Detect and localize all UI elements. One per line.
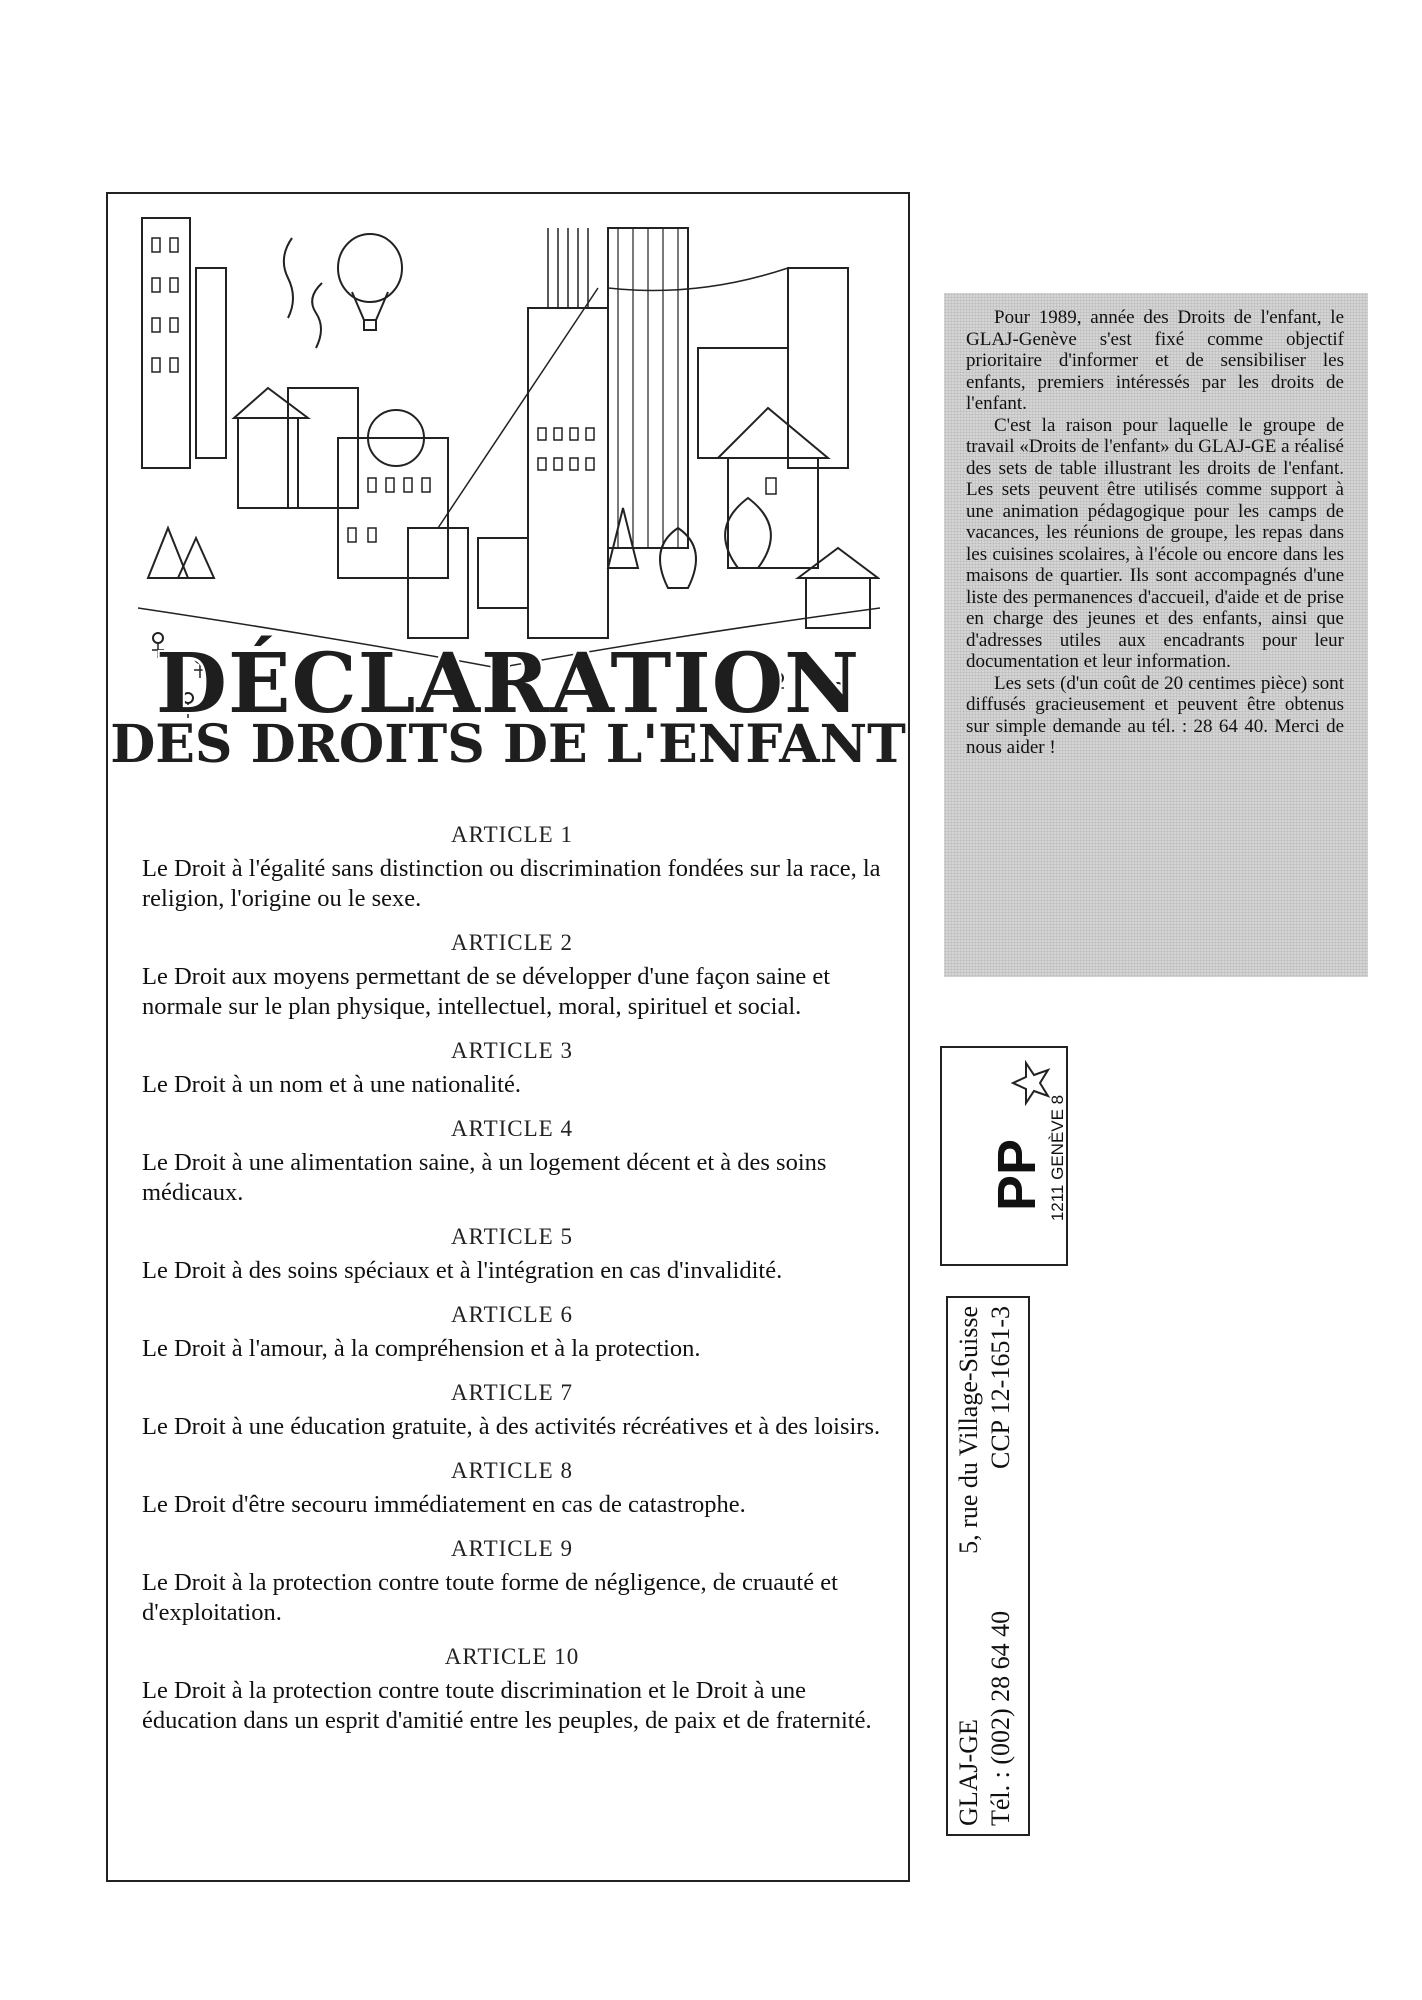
postage-stamp bbox=[940, 1046, 1068, 1266]
article-text: Le Droit à un nom et à une nationalité. bbox=[142, 1071, 521, 1098]
articles-list bbox=[142, 822, 882, 1752]
phone-number: Tél. : (002) 28 64 40 bbox=[986, 1610, 1015, 1826]
address-box bbox=[946, 1296, 1030, 1836]
article-text: Le Droit à une alimentation saine, à un logement décent et à des soins médicaux. bbox=[142, 1149, 827, 1206]
article bbox=[142, 930, 882, 1022]
page-title: DÉCLARATION bbox=[155, 636, 861, 732]
article-text: Le Droit à la protection contre toute discrimination et le Droit à une éducation dans un esprit d'amitié entre les peuples, de paix et de fraternité. bbox=[142, 1677, 872, 1734]
article-text: Le Droit à l'amour, à la compréhension et à la protection. bbox=[142, 1335, 701, 1362]
article-text: Le Droit aux moyens permettant de se développer d'une façon saine et normale sur le plan physique, intellectuel, moral, spirituel et social. bbox=[142, 963, 831, 1020]
street-address: 5, rue du Village-Suisse bbox=[954, 1306, 983, 1554]
article-title: ARTICLE 5 bbox=[451, 1224, 573, 1249]
address-line-2 bbox=[985, 1306, 1017, 1826]
address-content bbox=[953, 1306, 1023, 1826]
article-title: ARTICLE 4 bbox=[451, 1116, 573, 1141]
article bbox=[142, 822, 882, 914]
article-title: ARTICLE 7 bbox=[451, 1380, 573, 1405]
info-box bbox=[944, 293, 1368, 977]
article bbox=[142, 1302, 882, 1364]
article-title: ARTICLE 8 bbox=[451, 1458, 573, 1483]
page-subtitle: DES DROITS DE L'ENFANT bbox=[110, 714, 906, 775]
article-text: Le Droit à l'égalité sans distinction ou discrimination fondées sur la race, la religion, l'origine ou le sexe. bbox=[142, 855, 881, 912]
article-text: Le Droit à une éducation gratuite, à des activités récréatives et à des loisirs. bbox=[142, 1413, 881, 1440]
article-title: ARTICLE 1 bbox=[451, 822, 573, 847]
ccp-number: CCP 12-1651-3 bbox=[986, 1306, 1015, 1469]
address-line-1 bbox=[953, 1306, 985, 1826]
org-name: GLAJ-GE bbox=[954, 1719, 983, 1826]
article-text: Le Droit d'être secouru immédiatement en cas de catastrophe. bbox=[142, 1491, 746, 1518]
info-paragraph: C'est la raison pour laquelle le groupe de travail «Droits de l'enfant» du GLAJ-GE a réalisé des sets de table illustrant les droits de l'enfant. Les sets peuvent être utilisés comme support à une animation pédagogique pour les camps de vacances, les réunions de groupe, les repas dans les cuisines scolaires, à l'école ou encore dans les maisons de quartier. Ils sont accompagnés d'une liste des permanences d'accueil, d'aide et de prise en charge des jeunes et des enfants, ainsi que d'adresses utiles aux encadrants pour leur documentation et leur information. bbox=[966, 414, 1344, 672]
article bbox=[142, 1380, 882, 1442]
article bbox=[142, 1536, 882, 1628]
article-title: ARTICLE 2 bbox=[451, 930, 573, 955]
article bbox=[142, 1224, 882, 1286]
article-title: ARTICLE 9 bbox=[451, 1536, 573, 1561]
stamp-pp: PP bbox=[987, 1138, 1047, 1212]
article bbox=[142, 1458, 882, 1520]
article-title: ARTICLE 3 bbox=[451, 1038, 573, 1063]
declaration-panel bbox=[106, 192, 910, 1882]
info-paragraph: Pour 1989, année des Droits de l'enfant, le GLAJ-Genève s'est fixé comme objectif prioritaire d'informer et de sensibiliser les enfants, premiers intéressés par les droits de l'enfant. bbox=[966, 307, 1344, 414]
info-paragraph: Les sets (d'un coût de 20 centimes pièce) sont diffusés gracieusement et peuvent être obtenus sur simple demande au tél. : 28 64 40. Merci de nous aider ! bbox=[966, 672, 1344, 758]
article-title: ARTICLE 10 bbox=[444, 1644, 580, 1669]
article bbox=[142, 1038, 882, 1100]
article-text: Le Droit à la protection contre toute forme de négligence, de cruauté et d'exploitation. bbox=[142, 1569, 838, 1626]
article-title: ARTICLE 6 bbox=[451, 1302, 573, 1327]
stamp-postal: 1211 GENÈVE 8 bbox=[1048, 1094, 1067, 1222]
article bbox=[142, 1116, 882, 1208]
article-text: Le Droit à des soins spéciaux et à l'intégration en cas d'invalidité. bbox=[142, 1257, 783, 1284]
article bbox=[142, 1644, 882, 1736]
